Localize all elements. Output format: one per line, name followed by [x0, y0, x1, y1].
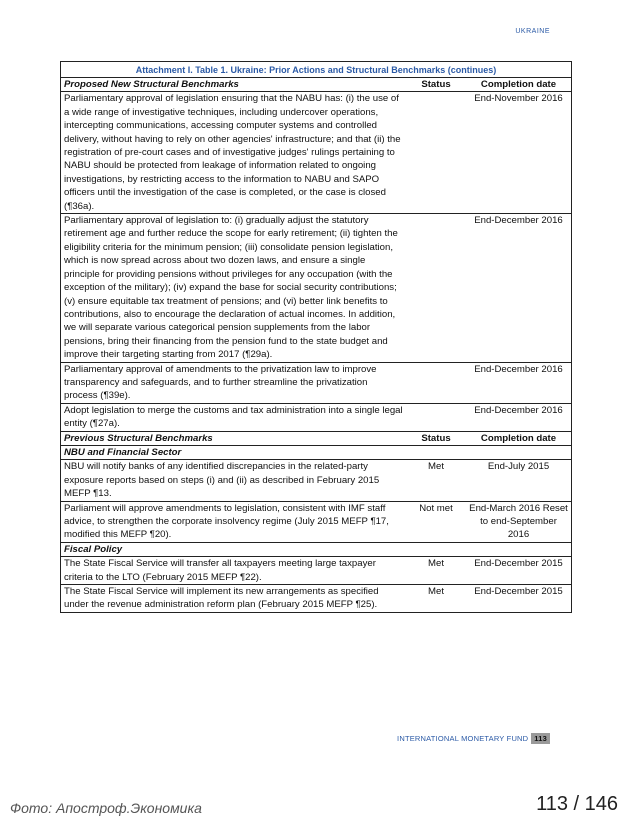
- benchmark-description: The State Fiscal Service will transfer all taxpayers meeting large taxpayer criteria to the LTO (February 2015 MEFP ¶22).: [61, 557, 406, 585]
- benchmark-completion-date: End-July 2015: [466, 460, 571, 501]
- running-header: UKRAINE: [515, 28, 550, 35]
- page-counter[interactable]: 113 / 146: [536, 793, 618, 815]
- page-number: 113: [531, 733, 550, 744]
- benchmark-description: Parliamentary approval of legislation to: (i) gradually adjust the statutory retirement age and further reduce the scope for early retirement; (ii) tighten the eligibility criteria for the minimum pension; (iii) consolidate pension legislation, which is now spread across about two dozen laws, and ensure a single principle for providing pensions without privileges for any occupation (with the exception of the military); (iv) expand the base for social security contributions; (v) ensure equitable tax treatment of pensions; and (vi) better link benefits to contributions, also to encourage the declaration of actual incomes. In addition, we will separate various categorical pension supplements from the labor pensions, bring their financing from the pension fund to the state budget and improve their targeting starting from 2017 (¶29a).: [61, 214, 406, 362]
- table-caption: Attachment I. Table 1. Ukraine: Prior Actions and Structural Benchmarks (continues): [61, 62, 571, 78]
- benchmark-description: Parliamentary approval of amendments to the privatization law to improve transparency and safeguards, and to further streamline the privatization process (¶39e).: [61, 362, 406, 403]
- benchmark-completion-date: End-December 2016: [466, 214, 571, 362]
- benchmark-description: NBU will notify banks of any identified discrepancies in the related-party exposure reports based on steps (i) and (ii) as described in February 2015 MEFP ¶13.: [61, 460, 406, 501]
- benchmarks-table: [60, 61, 572, 613]
- header-status: Status: [406, 78, 466, 92]
- benchmark-description: The State Fiscal Service will implement its new arrangements as specified under the revenue administration reform plan (February 2015 MEFP ¶25).: [64, 586, 379, 611]
- benchmark-status: [406, 214, 466, 362]
- benchmark-description: Parliament will approve amendments to legislation, consistent with IMF staff advice, to strengthen the corporate insolvency regime (July 2015 MEFP ¶17, modified this MEFP ¶20).: [61, 501, 406, 542]
- table-row: [61, 362, 571, 403]
- benchmark-description: Parliamentary approval of legislation ensuring that the NABU has: (i) the use of a wide range of investigative techniques, including undercover operations, intercepting communications, accessing computer systems and controlled delivery, without having to rely on other agencies' infrastructure; and that (ii) the registration of pre-court cases and of investigative judges' rulings pertaining to NABU should be protected from leakage of information related to ongoing investigations, by restricting access to the information to NABU and SAPO officers until the investigation of the case is completed, or the case is closed (¶36a).: [61, 92, 406, 214]
- table-row: [61, 92, 571, 214]
- benchmark-description: Adopt legislation to merge the customs and tax administration into a single legal entity (¶27a).: [61, 403, 406, 431]
- header-date: Completion date: [466, 78, 571, 92]
- table-row: [61, 585, 571, 612]
- section-row: [61, 445, 571, 459]
- table-row: [61, 501, 571, 542]
- section-row: [61, 542, 571, 556]
- header-title: Proposed New Structural Benchmarks: [61, 78, 406, 92]
- benchmark-status: [406, 92, 466, 214]
- benchmark-completion-date: End-December 2015: [474, 586, 563, 598]
- benchmark-status: Met: [406, 557, 466, 585]
- table-row: [61, 460, 571, 501]
- header-title: Previous Structural Benchmarks: [61, 431, 406, 445]
- photo-credit: Фото: Апостроф.Экономика: [10, 800, 202, 816]
- section-title: NBU and Financial Sector: [61, 445, 571, 459]
- table-header-row: [61, 431, 571, 445]
- benchmark-status: Met: [428, 586, 444, 598]
- table-row: [61, 557, 571, 585]
- table-header-row: [61, 78, 571, 92]
- header-status: Status: [406, 431, 466, 445]
- table-row: [61, 214, 571, 362]
- benchmark-completion-date: End-December 2016: [466, 362, 571, 403]
- section-title: Fiscal Policy: [61, 542, 571, 556]
- benchmark-status: Not met: [406, 501, 466, 542]
- page-footer: [397, 733, 550, 744]
- header-date: Completion date: [466, 431, 571, 445]
- publisher-name: INTERNATIONAL MONETARY FUND: [397, 734, 529, 743]
- benchmark-status: Met: [406, 460, 466, 501]
- benchmark-completion-date: End-March 2016 Reset to end-September 2016: [466, 501, 571, 542]
- table-row: [61, 403, 571, 431]
- benchmark-completion-date: End-November 2016: [466, 92, 571, 214]
- benchmark-completion-date: End-December 2016: [466, 403, 571, 431]
- benchmark-status: [406, 362, 466, 403]
- benchmarks-grid: [61, 78, 571, 612]
- benchmark-status: [406, 403, 466, 431]
- benchmark-completion-date: End-December 2015: [466, 557, 571, 585]
